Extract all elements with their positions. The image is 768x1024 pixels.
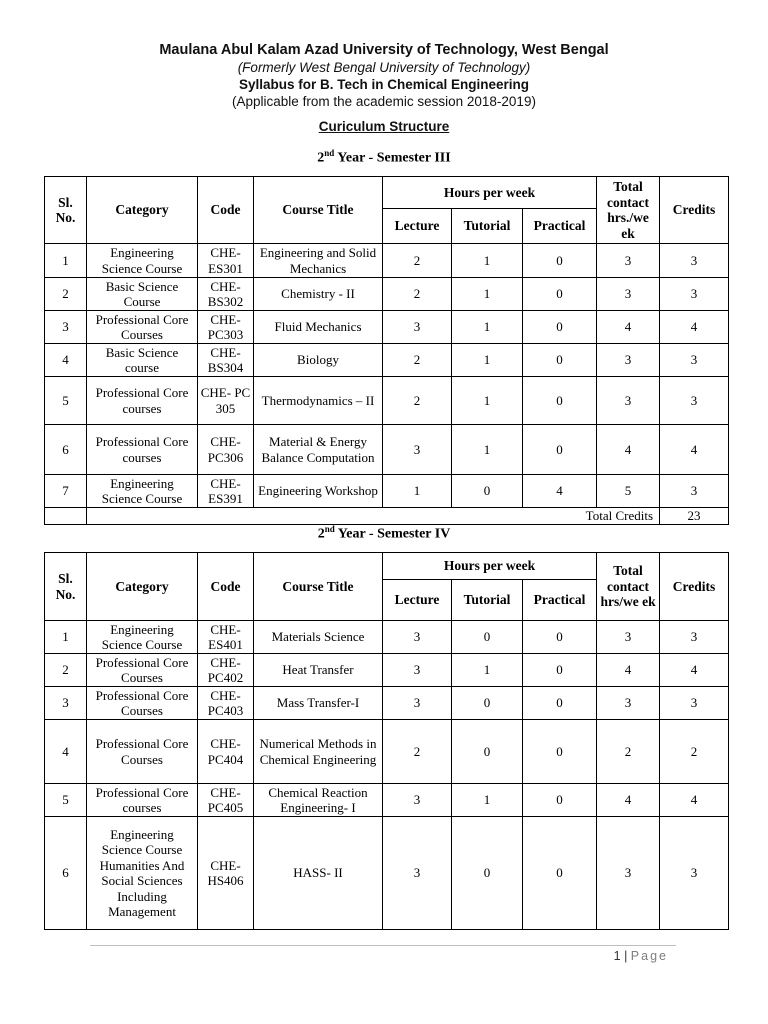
- cell-code: CHE- PC403: [198, 687, 254, 720]
- cell-total-contact: 3: [597, 344, 660, 377]
- cell-sl: 5: [45, 377, 87, 425]
- cell-credits: 4: [660, 311, 729, 344]
- cell-practical: 0: [523, 278, 597, 311]
- cell-course-title: Numerical Methods in Chemical Engineering: [254, 720, 383, 784]
- col-hours-per-week: Hours per week: [383, 553, 597, 580]
- cell-tutorial: 0: [452, 720, 523, 784]
- university-name: Maulana Abul Kalam Azad University of Technology, West Bengal: [159, 42, 609, 58]
- cell-category: Engineering Science Course Humanities And Social Sciences Including Management: [87, 817, 198, 930]
- cell-course-title: Chemical Reaction Engineering- I: [254, 784, 383, 817]
- col-total-contact: Total contact hrs./we ek: [597, 177, 660, 244]
- cell-credits: 3: [660, 278, 729, 311]
- total-credits-label: Total Credits: [87, 508, 660, 525]
- cell-lecture: 2: [383, 344, 452, 377]
- col-code: Code: [198, 177, 254, 244]
- cell-total-contact: 4: [597, 311, 660, 344]
- cell-lecture: 3: [383, 311, 452, 344]
- cell-code: CHE- ES401: [198, 621, 254, 654]
- cell-practical: 0: [523, 425, 597, 475]
- cell-sl: 5: [45, 784, 87, 817]
- table-row: [45, 278, 729, 311]
- cell-code: CHE- PC303: [198, 311, 254, 344]
- cell-practical: 0: [523, 687, 597, 720]
- cell-sl: 6: [45, 817, 87, 930]
- cell-total-contact: 2: [597, 720, 660, 784]
- cell-total-contact: 3: [597, 621, 660, 654]
- cell-sl: 1: [45, 244, 87, 278]
- table-row: [45, 311, 729, 344]
- cell-total-contact: 4: [597, 654, 660, 687]
- cell-lecture: 3: [383, 817, 452, 930]
- col-hours-per-week: Hours per week: [383, 177, 597, 209]
- cell-lecture: 3: [383, 425, 452, 475]
- cell-course-title: Thermodynamics – II: [254, 377, 383, 425]
- semester-4-heading: [0, 524, 768, 543]
- semester-4-title: Year - Semester IV: [337, 526, 451, 542]
- table-row: [45, 377, 729, 425]
- cell-course-title: Materials Science: [254, 621, 383, 654]
- table-row: [45, 475, 729, 508]
- cell-tutorial: 1: [452, 377, 523, 425]
- col-course-title: Course Title: [254, 553, 383, 621]
- cell-lecture: 3: [383, 687, 452, 720]
- cell-practical: 0: [523, 720, 597, 784]
- cell-practical: 0: [523, 377, 597, 425]
- cell-credits: 3: [660, 817, 729, 930]
- semester-4-table: [44, 552, 729, 930]
- syllabus-title: Syllabus for B. Tech in Chemical Engineering: [238, 77, 530, 92]
- cell-code: CHE- ES391: [198, 475, 254, 508]
- cell-sl: 1: [45, 621, 87, 654]
- table-row: [45, 817, 729, 930]
- col-credits: Credits: [660, 553, 729, 621]
- cell-practical: 0: [523, 311, 597, 344]
- cell-code: CHE- PC404: [198, 720, 254, 784]
- cell-tutorial: 1: [452, 311, 523, 344]
- semester-3-table: [44, 176, 729, 525]
- cell-code: CHE- ES301: [198, 244, 254, 278]
- cell-total-contact: 3: [597, 687, 660, 720]
- cell-code: CHE- BS302: [198, 278, 254, 311]
- cell-lecture: 2: [383, 720, 452, 784]
- cell-course-title: Mass Transfer-I: [254, 687, 383, 720]
- cell-category: Basic Science Course: [87, 278, 198, 311]
- cell-category: Professional Core Courses: [87, 687, 198, 720]
- cell-course-title: Engineering Workshop: [254, 475, 383, 508]
- cell-code: CHE- HS406: [198, 817, 254, 930]
- cell-credits: 4: [660, 784, 729, 817]
- table-row: [45, 344, 729, 377]
- cell-course-title: HASS- II: [254, 817, 383, 930]
- cell-code: CHE- PC306: [198, 425, 254, 475]
- former-name: (Formerly West Bengal University of Technology): [237, 60, 531, 75]
- cell-tutorial: 1: [452, 784, 523, 817]
- cell-practical: 0: [523, 817, 597, 930]
- cell-tutorial: 1: [452, 425, 523, 475]
- col-category: Category: [87, 177, 198, 244]
- cell-practical: 0: [523, 784, 597, 817]
- col-sl: Sl. No.: [45, 553, 87, 621]
- cell-tutorial: 1: [452, 278, 523, 311]
- cell-credits: 3: [660, 377, 729, 425]
- cell-category: Engineering Science Course: [87, 475, 198, 508]
- cell-credits: 3: [660, 344, 729, 377]
- cell-lecture: 2: [383, 278, 452, 311]
- cell-total-contact: 4: [597, 784, 660, 817]
- cell-lecture: 3: [383, 654, 452, 687]
- cell-practical: 0: [523, 244, 597, 278]
- table-row: [45, 621, 729, 654]
- cell-sl: 3: [45, 311, 87, 344]
- table-row: [45, 784, 729, 817]
- table-row: [45, 244, 729, 278]
- cell-lecture: 1: [383, 475, 452, 508]
- cell-tutorial: 0: [452, 621, 523, 654]
- cell-credits: 3: [660, 687, 729, 720]
- cell-category: Engineering Science Course: [87, 244, 198, 278]
- cell-category: Professional Core Courses: [87, 720, 198, 784]
- cell-sl: 6: [45, 425, 87, 475]
- cell-lecture: 2: [383, 377, 452, 425]
- cell-course-title: Heat Transfer: [254, 654, 383, 687]
- cell-lecture: 2: [383, 244, 452, 278]
- table-row: [45, 654, 729, 687]
- total-credits-value: 23: [660, 508, 729, 525]
- page-word: Page: [630, 949, 668, 963]
- cell-category: Professional Core courses: [87, 377, 198, 425]
- semester-4-year: 2: [317, 526, 325, 542]
- applicable-session: (Applicable from the academic session 2018-2019): [232, 94, 536, 109]
- page-number: 1: [613, 949, 621, 963]
- cell-sl: 7: [45, 475, 87, 508]
- cell-course-title: Material & Energy Balance Computation: [254, 425, 383, 475]
- cell-tutorial: 0: [452, 475, 523, 508]
- cell-credits: 3: [660, 244, 729, 278]
- cell-lecture: 3: [383, 621, 452, 654]
- cell-credits: 3: [660, 475, 729, 508]
- section-title: Curiculum Structure: [318, 119, 450, 134]
- cell-code: CHE- PC405: [198, 784, 254, 817]
- total-credits-spacer: [45, 508, 87, 525]
- col-category: Category: [87, 553, 198, 621]
- semester-3-title: Year - Semester III: [337, 150, 451, 166]
- table-row: [45, 425, 729, 475]
- cell-total-contact: 5: [597, 475, 660, 508]
- cell-credits: 4: [660, 425, 729, 475]
- page-footer: [614, 949, 668, 963]
- col-practical: Practical: [523, 580, 597, 621]
- cell-code: CHE- PC402: [198, 654, 254, 687]
- cell-code: CHE- BS304: [198, 344, 254, 377]
- cell-practical: 0: [523, 654, 597, 687]
- col-tutorial: Tutorial: [452, 209, 523, 244]
- semester-3-year: 2: [317, 150, 325, 166]
- cell-practical: 0: [523, 344, 597, 377]
- cell-category: Basic Science course: [87, 344, 198, 377]
- cell-tutorial: 1: [452, 654, 523, 687]
- cell-category: Professional Core courses: [87, 425, 198, 475]
- col-code: Code: [198, 553, 254, 621]
- cell-sl: 2: [45, 654, 87, 687]
- table-row: [45, 720, 729, 784]
- cell-course-title: Biology: [254, 344, 383, 377]
- col-credits: Credits: [660, 177, 729, 244]
- cell-code: CHE- PC 305: [198, 377, 254, 425]
- cell-course-title: Chemistry - II: [254, 278, 383, 311]
- col-practical: Practical: [523, 209, 597, 244]
- cell-category: Professional Core courses: [87, 784, 198, 817]
- cell-total-contact: 3: [597, 817, 660, 930]
- semester-3-year-sup: nd: [324, 148, 335, 158]
- cell-category: Professional Core Courses: [87, 311, 198, 344]
- cell-lecture: 3: [383, 784, 452, 817]
- col-lecture: Lecture: [383, 580, 452, 621]
- cell-sl: 4: [45, 720, 87, 784]
- cell-credits: 2: [660, 720, 729, 784]
- cell-tutorial: 1: [452, 344, 523, 377]
- cell-total-contact: 3: [597, 278, 660, 311]
- cell-category: Engineering Science Course: [87, 621, 198, 654]
- cell-sl: 3: [45, 687, 87, 720]
- cell-total-contact: 4: [597, 425, 660, 475]
- semester-3-heading: [0, 148, 768, 167]
- cell-total-contact: 3: [597, 244, 660, 278]
- col-tutorial: Tutorial: [452, 580, 523, 621]
- cell-sl: 2: [45, 278, 87, 311]
- col-lecture: Lecture: [383, 209, 452, 244]
- table-row: [45, 687, 729, 720]
- cell-tutorial: 1: [452, 244, 523, 278]
- cell-credits: 3: [660, 621, 729, 654]
- col-course-title: Course Title: [254, 177, 383, 244]
- cell-practical: 0: [523, 621, 597, 654]
- cell-credits: 4: [660, 654, 729, 687]
- cell-sl: 4: [45, 344, 87, 377]
- cell-course-title: Engineering and Solid Mechanics: [254, 244, 383, 278]
- footer-divider: [90, 945, 676, 946]
- col-total-contact: Total contact hrs/we ek: [597, 553, 660, 621]
- semester-4-year-sup: nd: [324, 524, 335, 534]
- cell-tutorial: 0: [452, 817, 523, 930]
- cell-tutorial: 0: [452, 687, 523, 720]
- cell-category: Professional Core Courses: [87, 654, 198, 687]
- cell-course-title: Fluid Mechanics: [254, 311, 383, 344]
- cell-practical: 4: [523, 475, 597, 508]
- page-separator: |: [624, 949, 628, 963]
- cell-total-contact: 3: [597, 377, 660, 425]
- col-sl: Sl. No.: [45, 177, 87, 244]
